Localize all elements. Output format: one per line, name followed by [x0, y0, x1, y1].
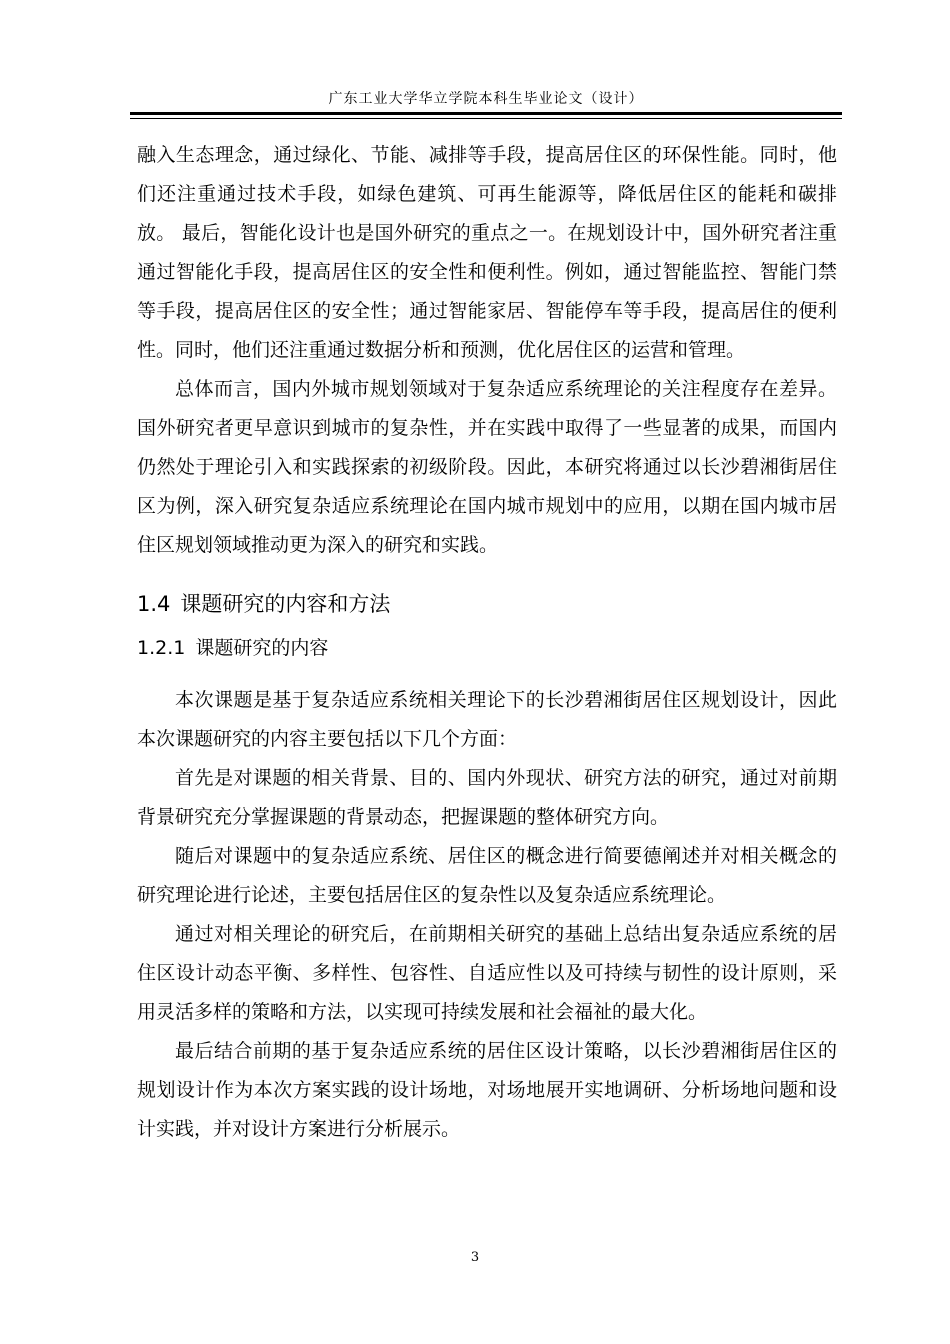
paragraph: 首先是对课题的相关背景、目的、国内外现状、研究方法的研究，通过对前期背景研究充分掌握课题的背景动态，把握课题的整体研究方向。 — [137, 767, 837, 828]
header-rule-thin — [130, 118, 842, 119]
section-heading — [137, 587, 837, 621]
section-number: 1.4 — [137, 592, 171, 616]
subsection-number: 1.2.1 — [137, 637, 186, 659]
page-header: 广东工业大学华立学院本科生毕业论文（设计） — [328, 91, 644, 107]
paragraph: 通过对相关理论的研究后，在前期相关研究的基础上总结出复杂适应系统的居住区设计动态平衡、多样性、包容性、自适应性以及可持续与韧性的设计原则，采用灵活多样的策略和方法，以实现可持续发展和社会福祉的最大化。 — [137, 923, 837, 1023]
header-rule-thick — [130, 112, 842, 115]
subsection-title: 课题研究的内容 — [195, 637, 329, 659]
paragraph: 最后结合前期的基于复杂适应系统的居住区设计策略，以长沙碧湘街居住区的规划设计作为本次方案实践的设计场地，对场地展开实地调研、分析场地问题和设计实践，并对设计方案进行分析展示。 — [137, 1040, 837, 1140]
page-number: 3 — [470, 1250, 480, 1265]
paragraph: 随后对课题中的复杂适应系统、居住区的概念进行简要德阐述并对相关概念的研究理论进行论述，主要包括居住区的复杂性以及复杂适应系统理论。 — [137, 845, 837, 906]
paragraph: 本次课题是基于复杂适应系统相关理论下的长沙碧湘街居住区规划设计，因此本次课题研究的内容主要包括以下几个方面： — [137, 689, 837, 750]
paragraph-continued: 融入生态理念，通过绿化、节能、减排等手段，提高居住区的环保性能。同时，他们还注重通过技术手段，如绿色建筑、可再生能源等，降低居住区的能耗和碳排放。 最后，智能化设计也是国外研究的重点之一。在规划设计中，国外研究者注重通过智能化手段，提高居住区的安全性和便利性。例如，通过智能监控、智能门禁等手段，提高居住区的安全性；通过智能家居、智能停车等手段，提高居住的便利性。同时，他们还注重通过数据分析和预测，优化居住区的运营和管理。 — [137, 144, 837, 361]
paragraph-summary: 总体而言，国内外城市规划领域对于复杂适应系统理论的关注程度存在差异。国外研究者更早意识到城市的复杂性，并在实践中取得了一些显著的成果，而国内仍然处于理论引入和实践探索的初级阶段。因此，本研究将通过以长沙碧湘街居住区为例，深入研究复杂适应系统理论在国内城市规划中的应用，以期在国内城市居住区规划领域推动更为深入的研究和实践。 — [137, 378, 837, 556]
section-title: 课题研究的内容和方法 — [180, 592, 391, 616]
document-body — [137, 136, 837, 1149]
subsection-heading — [137, 631, 837, 665]
